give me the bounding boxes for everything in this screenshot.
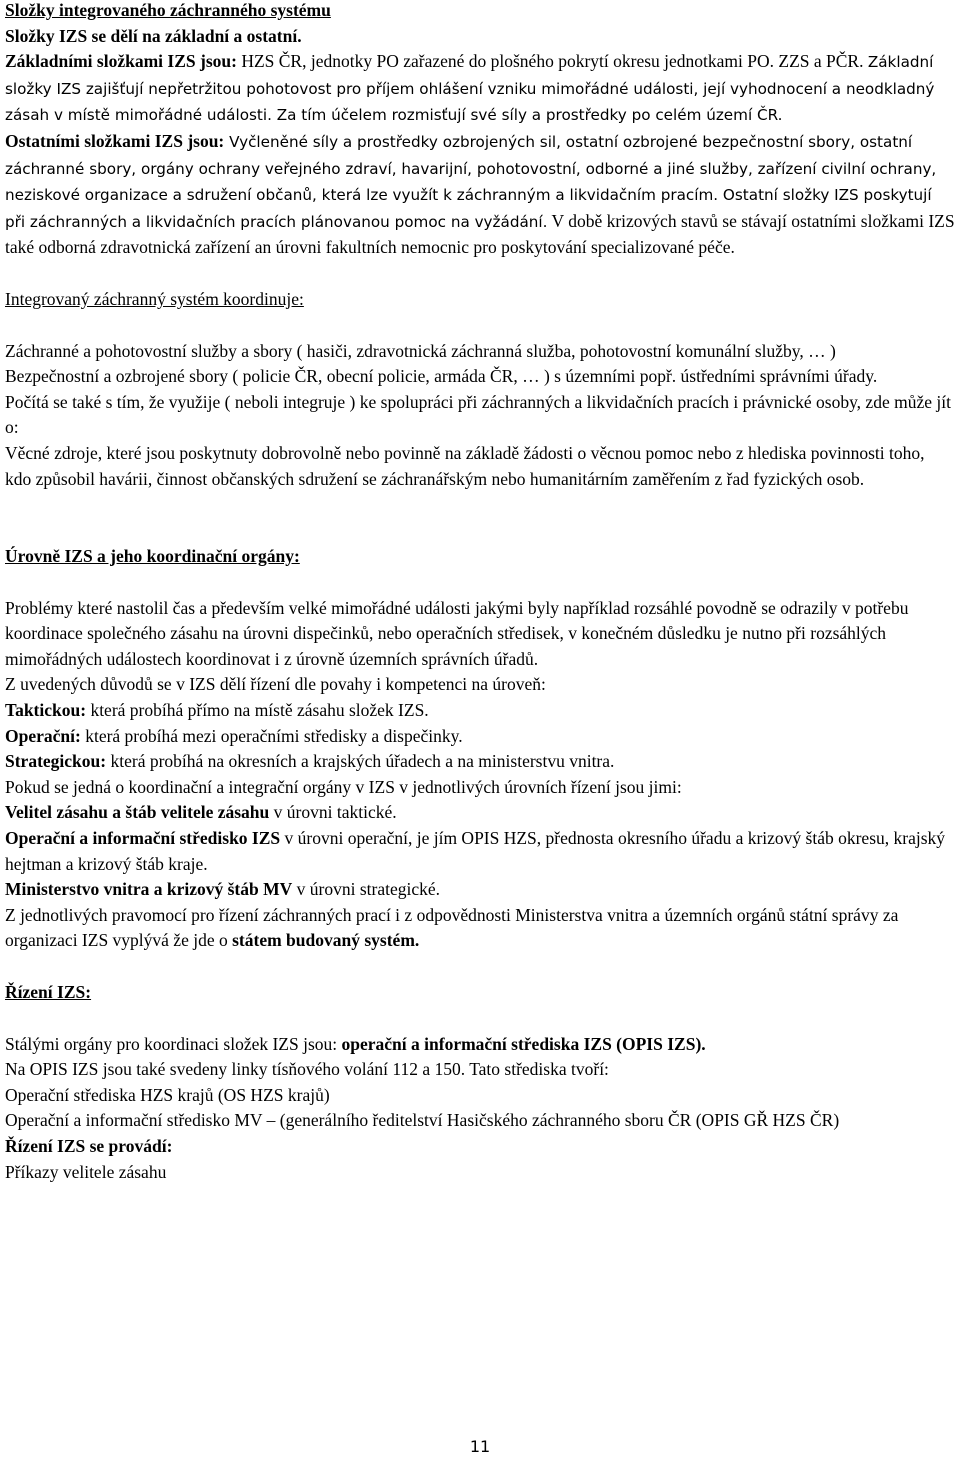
level-strategic-label: Strategickou: [5,751,107,772]
levels-paragraph-4-bold: státem budovaný systém. [232,930,420,951]
basic-components-lead: Základními složkami IZS jsou: [5,51,237,72]
level-strategic [5,749,955,775]
spacer [5,570,955,596]
basic-components-text: HZS ČR, jednotky PO zařazené do plošného pokrytí okresu jednotkami PO. ZZS a PČR. [236,51,868,72]
level-operational-label: Operační: [5,725,81,746]
spacer [5,492,955,544]
organ-line-2 [5,826,955,877]
level-tactical [5,698,955,724]
organ-line-1-text: v úrovni taktické. [269,802,397,823]
section-subtitle: Složky IZS se dělí na základní a ostatní. [5,25,302,46]
basic-components-text-sans: Základní složky IZS zajišťují nepřetržitou pohotovost pro příjem ohlášení vzniku mimořádné události, její vyhodnocení a neodkladný zásah v místě mimořádné události. Za tím účelem rozmisťují své síly a prostředky po celém území ČR. [5,53,935,125]
organ-line-1-bold: Velitel zásahu a štáb velitele zásahu [5,802,270,823]
organ-line-2-bold: Operační a informační středisko IZS [5,828,281,849]
levels-heading: Úrovně IZS a jeho koordinační orgány: [5,546,300,567]
level-operational-text: která probíhá mezi operačními středisky a dispečinky. [80,725,463,746]
management-paragraph-1-bold: operační a informační střediska IZS (OPIS IZS). [341,1033,706,1054]
spacer [5,1006,955,1032]
management-paragraph-3: Operační střediska HZS krajů (OS HZS krajů) [5,1084,330,1105]
other-components-text: V době krizových stavů se stávají ostatními složkami IZS také odborná zdravotnická zařízení an úrovni fakultních nemocnic pro poskytování specializované péče. [5,210,955,258]
management-heading: Řízení IZS: [5,982,92,1002]
coordination-paragraph-3: Počítá se také s tím, že využije ( neboli integruje ) ke spolupráci při záchranných a likvidačních pracích i právnické osoby, zde může jít o: [5,391,951,438]
other-components-text-sans: Vyčleněné síly a prostředky ozbrojených sil, ostatní ozbrojené bezpečnostní sbory, ostatní záchranné sbory, orgány ochrany veřejného zdraví, havarijní, pohotovostní, odborné a jiné služby, zařízení civilní ochrany, neziskové organizace a sdružení občanů, která lze využít k záchranným a likvidačním pracím. Ostatní složky IZS poskytují při záchranných a likvidačních pracích plánovanou pomoc na vyžádání. [5,132,937,231]
spacer [5,261,955,287]
levels-paragraph-1: Problémy které nastolil čas a především velké mimořádné události jakými byly například rozsáhlé povodně se odrazily v potřebu koordinace společného zásahu na úrovni dispečinků, nebo operačních středisek, v konečném důsledku je nutno při rozsáhlých mimořádných událostech koordinovat i z úrovně územních správních úřadů. [5,597,909,669]
document-page [5,0,955,1185]
level-operational [5,724,955,750]
organ-line-3-bold: Ministerstvo vnitra a krizový štáb MV [5,879,293,900]
page-number: 11 [469,1437,491,1456]
level-tactical-label: Takticko​u: [5,700,87,721]
coordination-paragraph-4: Věcné zdroje, které jsou poskytnuty dobrovolně nebo povinně na základě žádosti o věcnou pomoc nebo z hlediska povinnosti toho, kdo způsobil havárii, činnost občanských sdružení se záchranářským nebo humanitárním zaměřením z řad fyzických osob. [5,442,925,489]
management-paragraph-2: Na OPIS IZS jsou také svedeny linky tísňového volání 112 a 150. Tato střediska tvoří: [5,1059,609,1080]
level-strategic-text: která probíhá na okresních a krajských úřadech a na ministerstvu vnitra. [106,751,615,772]
organ-line-2-text: v úrovni operační, je jím OPIS HZS, přednosta okresního úřadu a krizový štáb okresu, krajský hejtman a krizový štáb kraje. [5,828,946,874]
spacer [5,954,955,980]
management-paragraph-1-text: Stálými orgány pro koordinaci složek IZS jsou: [5,1033,342,1054]
coordination-paragraph-2: Bezpečnostní a ozbrojené sbory ( policie ČR, obecní policie, armáda ČR, … ) s územními popř. ústředními správními úřady. [5,366,878,387]
management-paragraph-4: Operační a informační středisko MV – (generálního ředitelství Hasičského záchranného sboru ČR (OPIS GŘ HZS ČR) [5,1110,840,1131]
management-paragraph-1 [5,1032,955,1058]
coordination-paragraph-1: Záchranné a pohotovostní služby a sbory ( hasiči, zdravotnická záchranná služba, pohotovostní komunální služby, … ) [5,340,836,361]
organ-line-3 [5,877,955,903]
levels-paragraph-4-text: Z jednotlivých pravomocí pro řízení záchranných prací i z odpovědnosti Ministerstva vnitra a územních orgánů státní správy za organizaci IZS vyplývá že jde o [5,904,899,951]
coordination-heading: Integrovaný záchranný systém koordinuje: [5,288,304,309]
level-tactical-text: která probíhá přímo na místě zásahu složek IZS. [86,700,429,721]
basic-components-paragraph [5,49,955,129]
levels-paragraph-2: Z uvedených důvodů se v IZS dělí řízení dle povahy i kompetenci na úroveň: [5,674,546,695]
other-components-paragraph [5,129,955,261]
organ-line-3-text: v úrovni strategické. [292,879,440,900]
levels-paragraph-3: Pokud se jedná o koordinační a integrační orgány v IZS v jednotlivých úrovních řízení jsou jimi: [5,776,682,797]
other-components-lead: Ostatními složkami IZS jsou: [5,130,225,151]
spacer [5,313,955,339]
levels-paragraph-4 [5,903,955,954]
section-title: Složky integrovaného záchranného systému [5,0,331,20]
management-subheading: Řízení IZS se provádí: [5,1135,173,1156]
management-paragraph-5: Příkazy velitele zásahu [5,1161,167,1182]
organ-line-1 [5,800,955,826]
